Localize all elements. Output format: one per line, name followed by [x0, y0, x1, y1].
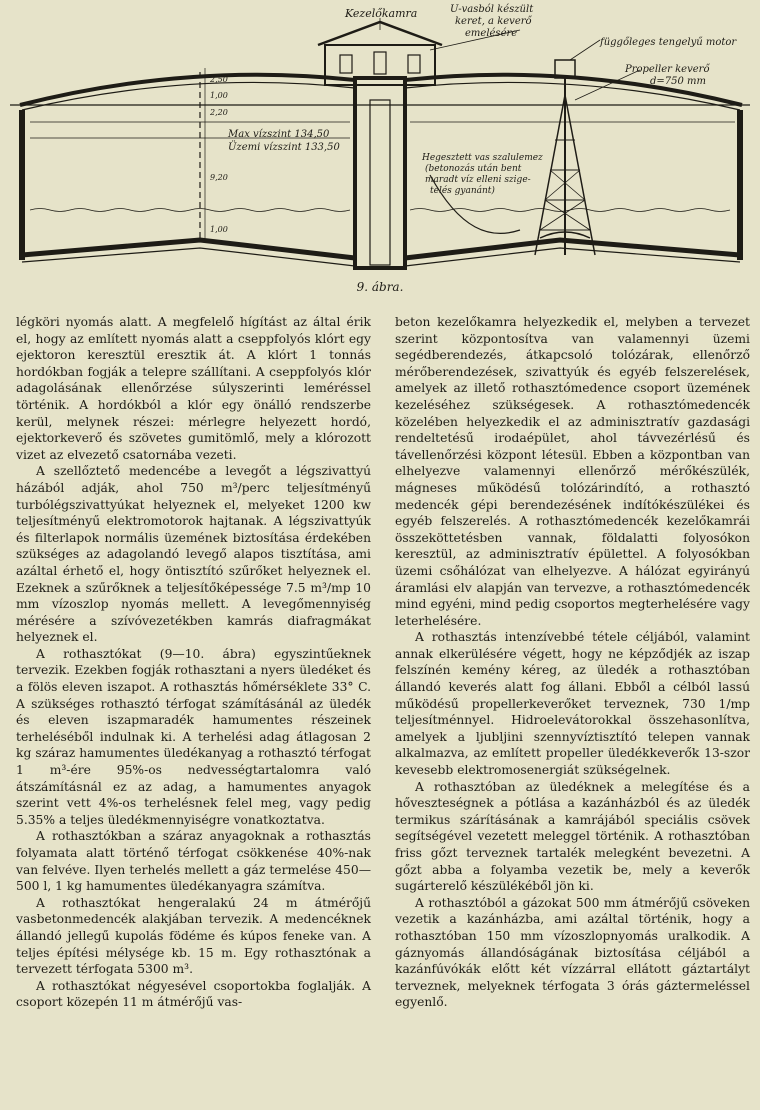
paragraph: A rothasztóból a gázokat 500 mm átmérőjű csöveken vezetik a kazánházba, ami azáltal történik, hogy a rothasztóban 150 mm vízoszlopnyomás uralkodik. A gáznyomás állandóságának biztosítása céljából a kazánfúvókák előtt két vízzárral ellátott gáztartályt terveznek, melyeknek térfogata 3 órás gáztermeléssel egyenlő.	[395, 895, 750, 1010]
label-weld-1: Hegesztett vas szalulemez	[422, 153, 543, 163]
text-column-left	[16, 314, 371, 1011]
label-propeller-2: d=750 mm	[650, 76, 707, 87]
label-vertical-motor: függőleges tengelyű motor	[600, 37, 737, 48]
label-u-frame-1: U-vasból készült	[450, 4, 534, 15]
dim-e: 1,00	[210, 225, 228, 234]
paragraph: A rothasztókat négyesével csoportokba foglalják. A csoport közepén 11 m átmérőjű vas-	[16, 978, 371, 1010]
text-column-right	[395, 314, 750, 1011]
paragraph: A szellőztető medencébe a levegőt a légszivattyú házából adják, ahol 750 m³/perc teljesítményű turbólégszivattyúkat helyeznek el, melyeket 1200 kw teljesítményű elektromotorok hajtanak. A légszivattyúk és filterlapok normális üzemének biztosítása érdekében szükséges az adagolandó levegő alapos tisztítása, ami azáltal érhető el, hogy öntisztító szűrőket helyeznek el. Ezeknek a szűrőknek a teljesítőképessége 7.5 m³/mp 10 mm vízoszlop nyomás mellett. A levegőmennyiség mérésére a szívóvezetékben kamrás diafragmákat helyeznek el.	[16, 464, 371, 645]
paragraph: A rothasztókat hengeralakú 24 m átmérőjű vasbetonmedencék alakjában tervezik. A medencéknek állandó jellegű kupolás födéme és kúpos feneke van. A teljes építési mélysége kb. 15 m. Egy rothasztónak a tervezett térfogata 5300 m³.	[16, 895, 371, 977]
figure-caption: 9. ábra.	[356, 280, 404, 294]
dim-a: 2,50	[210, 75, 228, 84]
paragraph: légköri nyomás alatt. A megfelelő hígítást az által érik el, hogy az említett nyomás alatt a cseppfolyós klórt egy ejektoron keresztül eresztik át. A klórt 1 tonnás hordókban fogják a telepre szállítani. A cseppfolyós klór adagolásának ellenőrzése súlyszerinti leméréssel történik. A hordókból a klór egy önálló rendszerbe kerül, melynek részei: mérlegre helyezett hordó, ejektorkeverő és szövetes gumitömlő, mely a klórozott vizet az elvezető csatornába vezeti.	[16, 315, 371, 462]
paragraph: A rothasztókat (9—10. ábra) egyszintűeknek tervezik. Ezekben fogják rothasztani a nyers üledéket és a fölös eleven iszapot. A rothasztás hőmérséklete 33° C. A szükséges rothasztó térfogat számításánál az üledék és eleven iszapmaradék hamumentes részeinek terheléséből indulnak ki. A terhelési adag átlagosan 2 kg száraz hamumentes üledékanyag a rothasztó térfogat 1 m³-ére 95%-os nedvességtartalomra való átszámításnál ez az adag, a hamumentes anyagok szerint vett 4%-os terhelésnek felel meg, vagy pedig 5.35% a teljes üledékmennyiségre vonatkoztatva.	[16, 646, 371, 827]
paragraph: A rothasztás intenzívebbé tétele céljából, valamint annak elkerülésére végett, hogy ne képződjék az iszap felszínén kemény kéreg, az üledék a rothasztóban állandó keverés alatt fog állani. Ebből a célból lassú működésű propellerkeverőket terveznek, 730 1/mp teljesítménnyel. Hidroelevátorokkal összehasonlítva, amelyek a ljubljini szennyvíztisztító telepen vannak alkalmazva, az említett propeller üledékkeverők 13-szor kevesebb elektromosenergiát szükségelnek.	[395, 630, 750, 778]
label-propeller-1: Propeller keverő	[625, 64, 710, 75]
label-control-room: Kezelőkamra	[345, 7, 418, 20]
paragraph: A rothasztókban a száraz anyagoknak a rothasztás folyamata alatt történő térfogat csökkenése 40%-nak van felvéve. Ilyen terhelés mellett a gáz termelése 450—500 l, 1 kg hamumentes üledékanyagra számítva.	[16, 829, 371, 894]
label-max-level: Max vízszint 134,50	[228, 129, 330, 140]
paragraph: beton kezelőkamra helyezkedik el, melyben a tervezet szerint központosítva van valamennyi üzemi segédberendezés, átkapcsoló tolózárak, ellenőrző mérőberendezések, szivattyúk és egyéb felszerelések, amelyek az illető rothasztómedence csoport üzemének kezeléséhez szükségesek. A rothasztómedencék közelében helyezkedik el az adminisztratív gazdasági rendeltetésű irodaépület, ahol távvezérlésű és távellenőrzési központ létesül. Ebben a központban van elhelyezve valamennyi ellenőrző mérőkészülék, mágneses működésű tolózárindító, a rothasztó medencék gépi berendezésének indítókészülékei és egyéb felszerelés. A rothasztómedencék kezelőkamrái összeköttetésben vannak, földalatti folyosókon keresztül, az adminisztratív épülettel. A folyosókban üzemi csőhálózat van elhelyezve. A hálózat egyirányú áramlási elv alapján van tervezve, a rothasztómedencék mind egyéni, mind pedig csoportos megterhelésére vagy leterhelésére.	[395, 315, 750, 628]
dim-b: 1,00	[210, 91, 228, 100]
label-weld-4: telés gyanánt)	[430, 186, 495, 196]
digester-drawing	[0, 0, 760, 300]
digester-cross-section-figure	[0, 0, 760, 300]
label-weld-3: maradt víz elleni szige-	[425, 175, 531, 185]
label-weld-2: (betonozás után bent	[425, 164, 522, 174]
label-u-frame-2: keret, a keverő	[455, 16, 532, 27]
label-u-frame-3: emelésére	[465, 28, 518, 39]
dim-c: 2,20	[210, 108, 228, 117]
label-operating-level: Üzemi vízszint 133,50	[228, 142, 340, 153]
dim-d: 9,20	[210, 173, 228, 182]
paragraph: A rothasztóban az üledéknek a melegítése és a hőveszteségnek a pótlása a kazánházból és az üledék termikus szárításának a kamrájából speciális csövek segítségével vezetett meleggel történik. A rothasztóban friss gőzt terveznek tartalék melegként bevezetni. A gőzt abba a folyamba vezetik be, mely a keverők sugárterelő készülékéből jön ki.	[395, 779, 750, 894]
